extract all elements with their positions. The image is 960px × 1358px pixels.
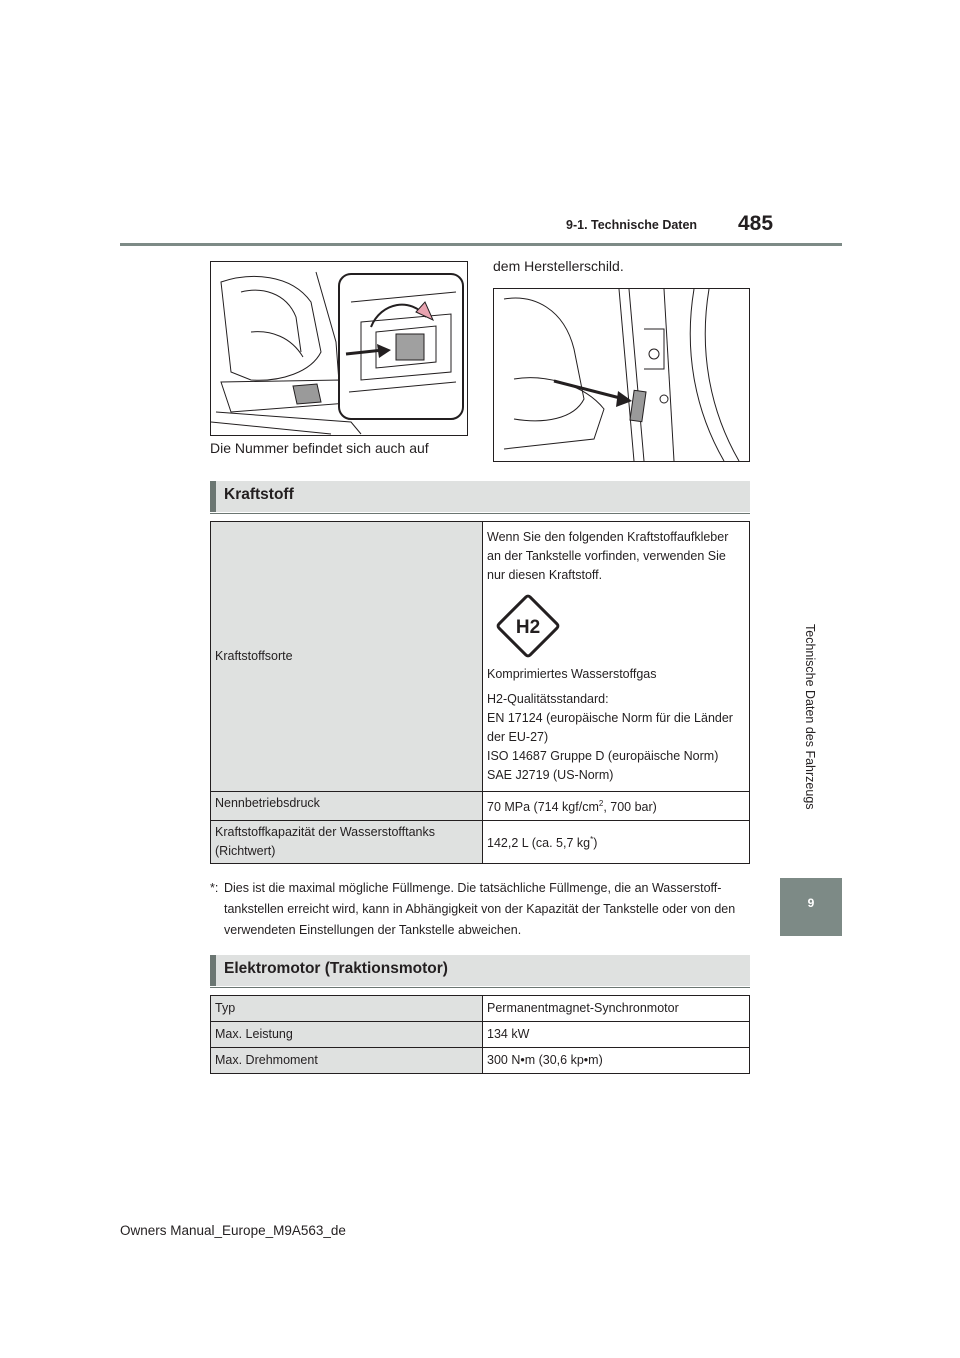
fuel-type-gas: Komprimiertes Wasserstoffgas [487,667,657,681]
max-torque-label: Max. Drehmoment [211,1048,483,1074]
capacity-footnote [210,878,750,941]
table-row [211,522,750,792]
quality-standard-line: H2-Qualitätsstandard: [487,692,609,706]
nominal-pressure-label: Nennbetriebsdruck [211,792,483,821]
motor-section-header [210,955,750,986]
seat-floor-drawing [211,262,467,435]
pressure-value-tail: , 700 bar) [603,800,657,815]
quality-standard-line: ISO 14687 Gruppe D (europäische Norm) [487,749,719,763]
page-number: 485 [738,212,774,235]
fuel-section-underline [210,513,750,514]
h2-label-symbol [487,589,745,663]
quality-standard-line: SAE J2719 (US-Norm) [487,768,614,782]
chapter-number: 9 [807,896,815,910]
table-row [211,792,750,821]
capacity-footnote-mark: * [590,835,594,845]
motor-type-label: Typ [211,996,483,1022]
max-power-value: 134 kW [483,1022,750,1048]
vin-location-illustration [210,261,468,436]
header-divider [120,243,842,246]
pressure-value-text: 70 MPa (714 kgf/cm [487,800,599,815]
footnote-text: Dies ist die maximal mögliche Füllmenge. Die tatsächliche Füllmenge, die an Wasserstoff-tankstellen erreicht wird, kann in Abhängigkeit von der Kapazität der Tankstelle oder von den verwendeten Einstellungen der Tankstelle abweichen. [224,881,736,937]
max-power-label: Max. Leistung [211,1022,483,1048]
motor-spec-table [210,995,750,1074]
fuel-type-value [483,522,750,792]
section-title: 9-1. Technische Daten [566,218,698,232]
motor-section-title: Elektromotor (Traktionsmotor) [224,960,448,977]
capacity-value-text: 142,2 L (ca. 5,7 kg [487,836,591,851]
chapter-title: Technische Daten des Fahrzeugs [803,624,817,810]
fuel-type-label: Kraftstoffsorte [211,522,483,792]
tank-capacity-value [483,821,750,864]
pressure-unit-exponent: 2 [598,799,604,809]
door-pillar-drawing [494,289,749,461]
fuel-type-intro: Wenn Sie den folgenden Kraftstoffaufkleber an der Tankstelle vorfinden, verwenden Sie nur diesen Kraftstoff. [487,530,729,582]
h2-symbol-text: H2 [515,617,541,638]
fuel-section-header [210,481,750,512]
nominal-pressure-value [483,792,750,821]
capacity-value-tail: ) [593,836,598,851]
footnote-mark: *: [210,881,219,895]
motor-section-underline [210,987,750,988]
tank-capacity-label: Kraftstoffkapazität der Wasserstofftanks (Richtwert) [211,821,483,864]
motor-type-value: Permanentmagnet-Synchronmotor [483,996,750,1022]
table-row [211,996,750,1022]
h2-diamond-icon [493,591,563,661]
fuel-spec-table [210,521,750,864]
caption-right: dem Herstellerschild. [493,258,624,274]
document-id: Owners Manual_Europe_M9A563_de [120,1223,346,1238]
fuel-section-title: Kraftstoff [224,486,294,503]
quality-standard-line: EN 17124 (europäische Norm für die Länder der EU-27) [487,711,733,744]
caption-left: Die Nummer befindet sich auch auf [210,440,429,456]
table-row [211,821,750,864]
table-row [211,1048,750,1074]
manufacturer-plate-illustration [493,288,750,462]
max-torque-value: 300 N•m (30,6 kp•m) [483,1048,750,1074]
table-row [211,1022,750,1048]
